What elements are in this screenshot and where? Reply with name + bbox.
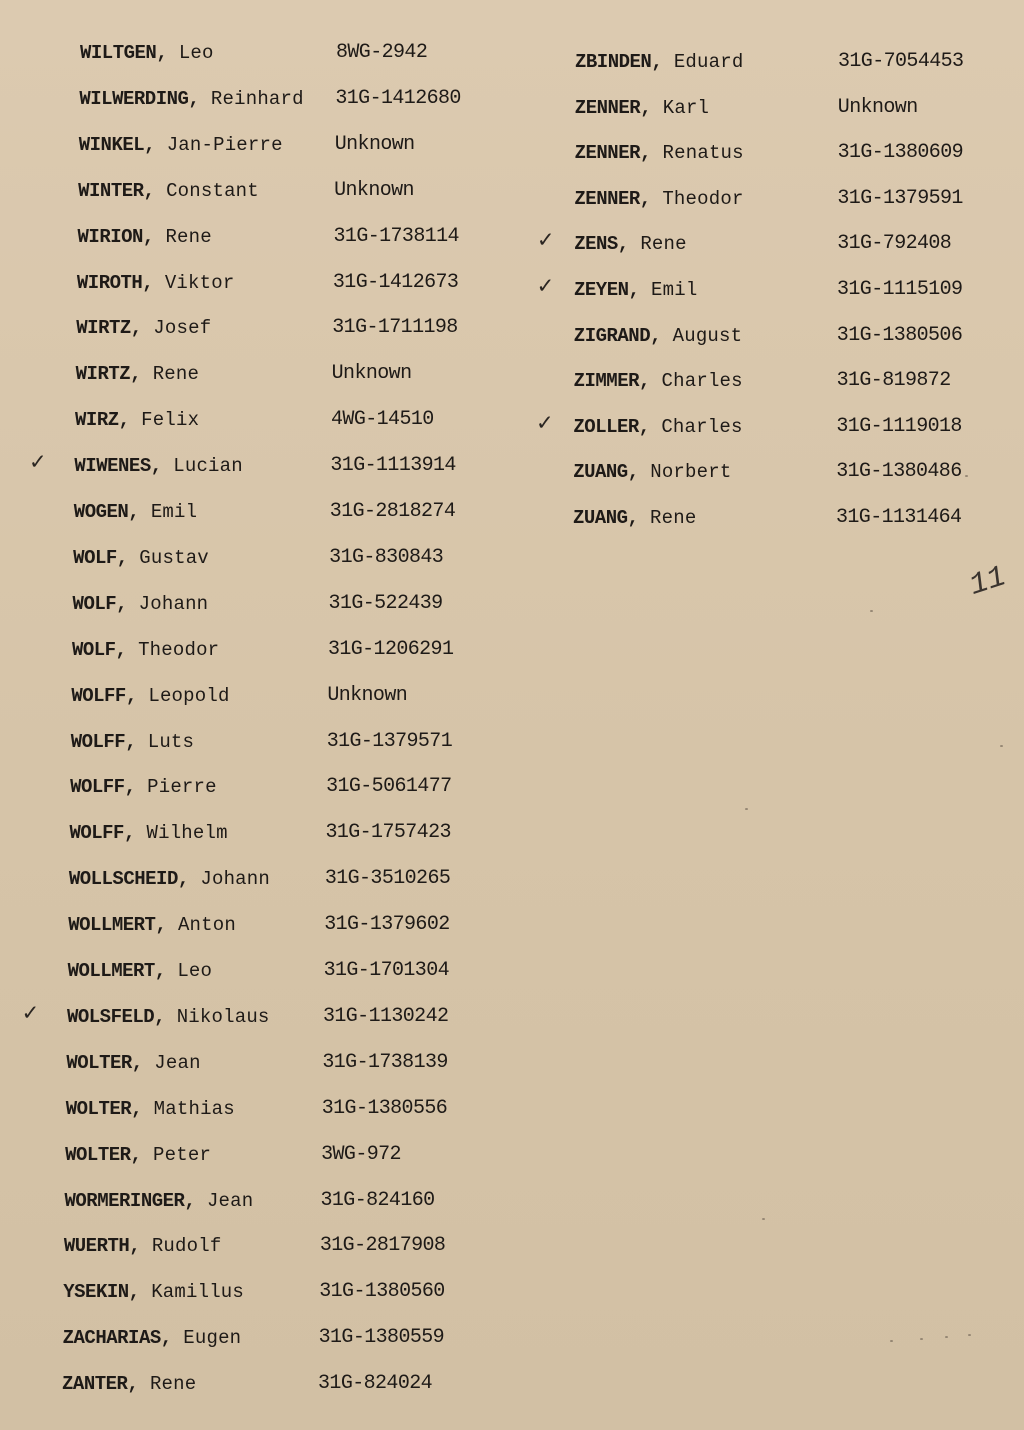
serial-number: 31G-1131464: [836, 506, 962, 529]
given-name: Jean: [154, 1051, 201, 1074]
serial-number: 31G-1711198: [332, 316, 458, 340]
given-name: Eduard: [673, 51, 744, 73]
given-name: Rene: [640, 233, 687, 256]
given-name: Rene: [149, 1373, 197, 1396]
person-name: [573, 457, 731, 487]
person-name: [573, 412, 742, 442]
serial-number: 31G-1130242: [322, 1004, 449, 1028]
given-name: Charles: [661, 370, 743, 393]
serial-number: 31G-1380560: [319, 1280, 445, 1304]
given-name: Reinhard: [210, 87, 304, 110]
given-name: Norbert: [650, 461, 732, 484]
given-name: Emil: [651, 279, 698, 301]
surname: WOLFF,: [70, 730, 137, 753]
given-name: Mathias: [153, 1097, 235, 1120]
surname: ZUANG,: [573, 507, 639, 529]
serial-number: 31G-1738114: [333, 224, 459, 248]
person-name: [575, 138, 744, 168]
paper-speck: [920, 1338, 923, 1340]
given-name: Rene: [650, 507, 697, 529]
given-name: Jean: [206, 1189, 254, 1212]
serial-number: 31G-522439: [328, 591, 443, 615]
check-mark-icon: ✓: [30, 450, 45, 478]
given-name: Lucian: [173, 455, 243, 478]
serial-number: Unknown: [331, 362, 412, 386]
check-mark-icon: ✓: [538, 228, 553, 256]
surname: ZENNER,: [574, 96, 652, 119]
serial-number: 31G-1380559: [318, 1326, 445, 1350]
serial-number: Unknown: [837, 95, 918, 119]
given-name: August: [672, 324, 743, 347]
paper-speck: [890, 1340, 893, 1342]
serial-number: Unknown: [334, 132, 415, 156]
given-name: Rene: [165, 225, 212, 248]
given-name: Johann: [200, 868, 270, 891]
surname: WIWENES,: [74, 455, 162, 478]
surname: WORMERINGER,: [64, 1189, 196, 1212]
surname: ZIMMER,: [573, 370, 650, 393]
paper-speck: [1000, 745, 1003, 747]
given-name: Leo: [177, 960, 213, 982]
serial-number: 31G-1119018: [836, 414, 962, 438]
given-name: Leo: [178, 42, 214, 64]
serial-number: 3WG-972: [321, 1142, 401, 1166]
surname: ZACHARIAS,: [62, 1327, 172, 1350]
serial-number: 31G-824160: [320, 1188, 435, 1212]
surname: WOLLSCHEID,: [68, 868, 189, 891]
given-name: Jan-Pierre: [166, 133, 283, 156]
serial-number: 31G-1379571: [326, 729, 453, 753]
serial-number: 31G-1380486: [836, 460, 962, 484]
paper-speck: [762, 1218, 765, 1220]
given-name: Rudolf: [151, 1235, 222, 1258]
paper-speck: [870, 610, 873, 612]
paper-speck: [968, 1334, 971, 1336]
serial-number: 31G-3510265: [324, 867, 451, 891]
surname: ZENNER,: [574, 187, 651, 210]
serial-number: 31G-1113914: [330, 454, 456, 478]
given-name: Nikolaus: [176, 1005, 270, 1028]
given-name: Leopold: [148, 684, 230, 707]
serial-number: 8WG-2942: [336, 41, 428, 64]
surname: ZIGRAND,: [573, 324, 662, 347]
surname: WOLTER,: [65, 1097, 143, 1120]
serial-number: 31G-1380556: [321, 1096, 448, 1120]
given-name: Emil: [150, 501, 198, 523]
person-name: [574, 321, 742, 351]
given-name: Peter: [153, 1143, 212, 1166]
surname: WOLF,: [73, 546, 128, 569]
surname: WOLLMERT,: [68, 914, 167, 937]
person-name: [574, 275, 697, 305]
surname: ZENS,: [574, 233, 629, 256]
surname: ZEYEN,: [574, 279, 640, 301]
serial-number: 31G-1757423: [325, 821, 451, 845]
serial-number: 31G-5061477: [326, 775, 452, 799]
surname: ZBINDEN,: [575, 51, 663, 73]
check-mark-icon: ✓: [537, 410, 552, 438]
given-name: Theodor: [138, 638, 220, 661]
serial-number: 31G-1379591: [837, 186, 963, 210]
given-name: Rene: [152, 363, 200, 386]
surname: WOLFF,: [70, 776, 136, 799]
check-mark-icon: ✓: [22, 1000, 38, 1028]
paper-speck: [965, 475, 968, 477]
check-mark-icon: ✓: [538, 274, 553, 301]
given-name: Felix: [141, 409, 200, 432]
given-name: Gustav: [139, 546, 209, 569]
person-name: [573, 503, 696, 533]
serial-number: 31G-1412680: [335, 86, 461, 110]
surname: WINTER,: [78, 179, 155, 202]
serial-number: 4WG-14510: [331, 408, 434, 432]
surname: WOLFF,: [71, 684, 137, 707]
surname: WOGEN,: [73, 501, 140, 523]
serial-number: 31G-1206291: [327, 637, 454, 661]
serial-number: 31G-819872: [836, 369, 951, 393]
given-name: Renatus: [662, 142, 744, 165]
given-name: Kamillus: [151, 1281, 245, 1304]
serial-number: Unknown: [334, 178, 414, 202]
given-name: Johann: [138, 592, 209, 615]
serial-number: 31G-792408: [837, 232, 952, 256]
given-name: Eugen: [183, 1327, 242, 1350]
surname: WOLF,: [71, 638, 127, 661]
surname: WUERTH,: [63, 1235, 141, 1258]
surname: WIRION,: [77, 225, 154, 248]
page-mark: 11: [965, 560, 1011, 604]
person-name: [575, 47, 743, 77]
surname: WOLF,: [72, 592, 128, 615]
given-name: Constant: [166, 179, 259, 202]
surname: WIRTZ,: [75, 363, 142, 386]
surname: ZUANG,: [573, 461, 639, 484]
person-name: [574, 229, 687, 259]
serial-number: 31G-824024: [318, 1372, 433, 1396]
surname: WIROTH,: [76, 271, 154, 294]
surname: WOLSFELD,: [66, 1005, 166, 1028]
given-name: Pierre: [147, 776, 217, 799]
serial-number: 31G-1738139: [322, 1050, 448, 1074]
serial-number: 31G-1701304: [323, 959, 450, 982]
surname: WOLTER,: [65, 1143, 142, 1166]
serial-number: 31G-830843: [329, 545, 444, 569]
surname: WIRZ,: [75, 409, 130, 432]
serial-number: 31G-1380506: [836, 323, 963, 347]
given-name: Charles: [661, 415, 743, 438]
given-name: Wilhelm: [146, 822, 228, 845]
given-name: Karl: [662, 96, 710, 119]
serial-number: 31G-1379602: [324, 913, 450, 937]
given-name: Theodor: [662, 187, 744, 210]
serial-number: Unknown: [327, 683, 408, 707]
surname: ZANTER,: [62, 1373, 139, 1396]
person-name: [575, 93, 709, 123]
given-name: Josef: [153, 317, 212, 340]
person-name: [574, 366, 743, 396]
serial-number: 31G-1380609: [837, 141, 964, 165]
paper-speck: [945, 1336, 948, 1338]
surname: WILWERDING,: [79, 87, 200, 110]
surname: YSEKIN,: [63, 1281, 140, 1304]
person-name: [574, 184, 743, 214]
surname: WIRTZ,: [76, 317, 142, 340]
given-name: Viktor: [164, 271, 235, 294]
surname: ZOLLER,: [573, 415, 650, 438]
serial-number: 31G-1115109: [837, 278, 963, 301]
surname: WINKEL,: [78, 133, 156, 156]
surname: WILTGEN,: [80, 42, 168, 64]
surname: WOLFF,: [69, 822, 135, 845]
given-name: Anton: [177, 914, 236, 937]
serial-number: 31G-7054453: [838, 50, 964, 73]
surname: WOLTER,: [66, 1051, 143, 1074]
serial-number: 31G-1412673: [332, 270, 459, 294]
given-name: Luts: [147, 730, 195, 753]
serial-number: 31G-2817908: [319, 1234, 446, 1258]
surname: WOLLMERT,: [67, 960, 166, 982]
paper-speck: [745, 808, 748, 810]
surname: ZENNER,: [574, 142, 651, 165]
serial-number: 31G-2818274: [329, 500, 456, 523]
